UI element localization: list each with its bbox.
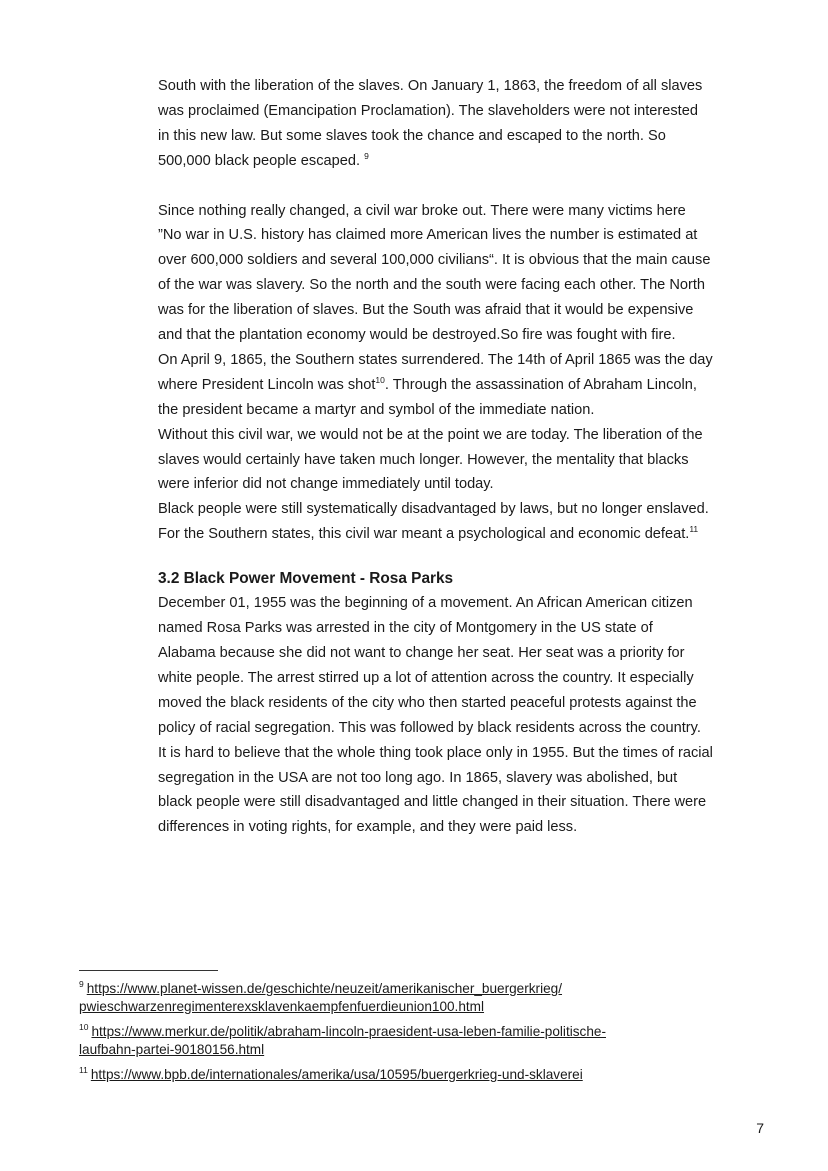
footnote-ref-11[interactable]: 11: [689, 524, 699, 535]
footnote-link-10[interactable]: https://www.merkur.de/politik/abraham-lincoln-praesident-usa-leben-familie-politische- laufbahn-partei-90180156.html: [79, 1024, 606, 1057]
main-text: [158, 74, 713, 840]
footnote-10: [79, 1023, 719, 1058]
footnote-link-11[interactable]: https://www.bpb.de/internationales/amerika/usa/10595/buergerkrieg-und-sklaverei: [90, 1067, 583, 1082]
paragraph-rosa-parks: December 01, 1955 was the beginning of a movement. An African American citizen named Rosa Parks was arrested in the city of Montgomery in the US state of Alabama because she did not want to change her seat. Her seat was a priority for white people. The arrest stirred up a lot of attention across the country. It especially moved the black residents of the city who then started peaceful protests against the policy of racial segregation. This was followed by black residents across the country. It is hard to believe that the whole thing took place only in 1955. But the times of racial segregation in the USA are not too long ago. In 1865, slavery was abolished, but black people were still disadvantaged and little changed in their situation. There were differences in voting rights, for example, and they were paid less.: [158, 595, 713, 836]
footnote-divider: [79, 970, 218, 971]
footnotes: [79, 980, 719, 1092]
footnote-number: 11: [79, 1065, 88, 1076]
footnote-ref-9[interactable]: 9: [364, 150, 369, 161]
paragraph-emancipation: South with the liberation of the slaves. On January 1, 1863, the freedom of all slaves was proclaimed (Emancipation Proclamation). The slaveholders were not interested in this new law. But some slaves took the chance and escaped to the north. So 500,000 black people escaped. $^9$: [158, 78, 703, 169]
paragraph-civil-war: Since nothing really changed, a civil war broke out. There were many victims here ”No war in U.S. history has claimed more American lives the number is estimated at over 600,000 soldiers and several 100,000 civilians“. It is obvious that the main cause of the war was slavery. So the north and the south were facing each other. The North was for the liberation of slaves. But the South was afraid that it would be expensive and that the plantation economy would be destroyed.So fire was fought with fire.: [158, 202, 711, 344]
paragraph-lincoln: On April 9, 1865, the Southern states surrendered. The 14th of April 1865 was the day where President Lincoln was shot$^{10}$. Through the assassination of Abraham Lincoln, the president became a martyr and symbol of the immediate nation.: [158, 351, 713, 418]
footnote-number: 9: [79, 979, 84, 990]
footnote-11: [79, 1066, 719, 1084]
footnote-number: 10: [79, 1022, 89, 1033]
paragraph-disadvantaged: Black people were still systematically disadvantaged by laws, but no longer enslaved. For the Southern states, this civil war meant a psychological and economic defeat.$^{11}$: [158, 501, 709, 543]
paragraph-liberation: Without this civil war, we would not be at the point we are today. The liberation of the slaves would certainly have taken much longer. However, the mentality that blacks were inferior did not change immediately until today.: [158, 426, 703, 493]
section-heading: 3.2 Black Power Movement - Rosa Parks: [158, 570, 454, 588]
footnote-9: [79, 980, 719, 1015]
footnote-link-9[interactable]: https://www.planet-wissen.de/geschichte/neuzeit/amerikanischer_buergerkrieg/ pwieschwarzenregimenterexsklavenkaempfenfuerdieunion100.html: [79, 981, 563, 1014]
section-gap: [158, 547, 713, 567]
footnote-ref-10[interactable]: 10: [375, 375, 385, 385]
paragraph-gap: [158, 174, 713, 199]
page-number: 7: [756, 1120, 764, 1136]
